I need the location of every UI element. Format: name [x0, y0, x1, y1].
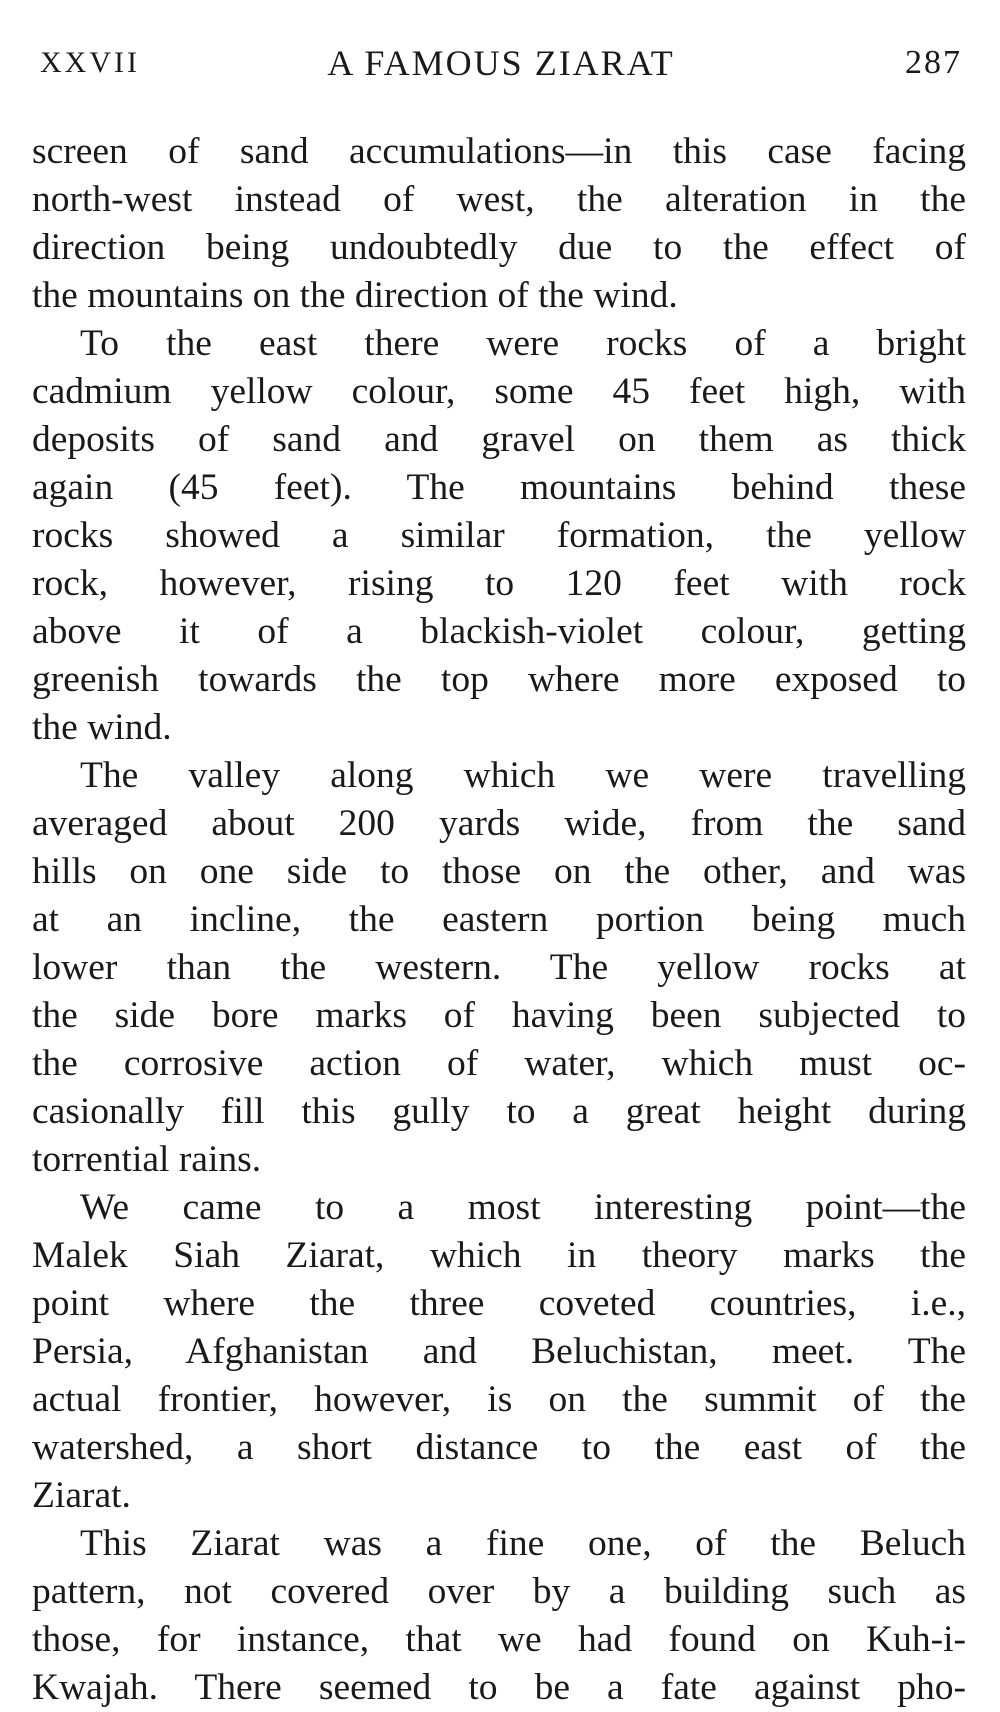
text-line: the side bore marks of having been subjected to	[32, 995, 966, 1036]
text-line: the wind.	[32, 707, 172, 748]
text-line: lower than the western. The yellow rocks at	[32, 947, 966, 988]
paragraph	[32, 752, 966, 1184]
text-line: averaged about 200 yards wide, from the sand	[32, 803, 966, 844]
text-line: those, for instance, that we had found on Kuh-i-	[32, 1619, 966, 1660]
text-line: screen of sand accumulations—in this case facing	[32, 131, 966, 172]
text-line: rocks showed a similar formation, the yellow	[32, 515, 966, 556]
text-line: The valley along which we were travelling	[80, 755, 966, 796]
text-line: above it of a blackish-violet colour, getting	[32, 611, 966, 652]
paragraph	[32, 1520, 966, 1712]
text-line: direction being undoubtedly due to the effect of	[32, 227, 966, 268]
text-line: Ziarat.	[32, 1475, 131, 1516]
page-number: 287	[905, 44, 962, 81]
text-line: the mountains on the direction of the wind.	[32, 275, 678, 316]
text-line: again (45 feet). The mountains behind these	[32, 467, 966, 508]
text-line: Persia, Afghanistan and Beluchistan, meet. The	[32, 1331, 966, 1372]
paragraph	[32, 320, 966, 752]
text-line: greenish towards the top where more exposed to	[32, 659, 966, 700]
text-line: deposits of sand and gravel on them as thick	[32, 419, 966, 460]
text-line: Kwajah. There seemed to be a fate against pho-	[32, 1667, 966, 1708]
chapter-title: A FAMOUS ZIARAT	[327, 43, 675, 83]
text-line: point where the three coveted countries, i.e.,	[32, 1283, 966, 1324]
text-line: casionally fill this gully to a great height during	[32, 1091, 966, 1132]
text-line: pattern, not covered over by a building such as	[32, 1571, 966, 1612]
text-line: actual frontier, however, is on the summit of the	[32, 1379, 966, 1420]
text-line: rock, however, rising to 120 feet with rock	[32, 563, 966, 604]
text-line: north-west instead of west, the alteration in the	[32, 179, 966, 220]
body-text	[32, 128, 966, 1712]
running-head	[40, 38, 962, 88]
text-line: at an incline, the eastern portion being much	[32, 899, 966, 940]
text-line: torrential rains.	[32, 1139, 262, 1180]
text-line: This Ziarat was a fine one, of the Beluch	[80, 1523, 966, 1564]
paragraph	[32, 1184, 966, 1520]
text-line: cadmium yellow colour, some 45 feet high, with	[32, 371, 966, 412]
text-line: watershed, a short distance to the east of the	[32, 1427, 966, 1468]
paragraph	[32, 128, 966, 320]
text-line: To the east there were rocks of a bright	[80, 323, 966, 364]
text-line: We came to a most interesting point—the	[80, 1187, 966, 1228]
text-line: hills on one side to those on the other, and was	[32, 851, 966, 892]
text-line: Malek Siah Ziarat, which in theory marks the	[32, 1235, 966, 1276]
text-line: the corrosive action of water, which must oc-	[32, 1043, 966, 1084]
chapter-number: XXVII	[40, 46, 140, 79]
